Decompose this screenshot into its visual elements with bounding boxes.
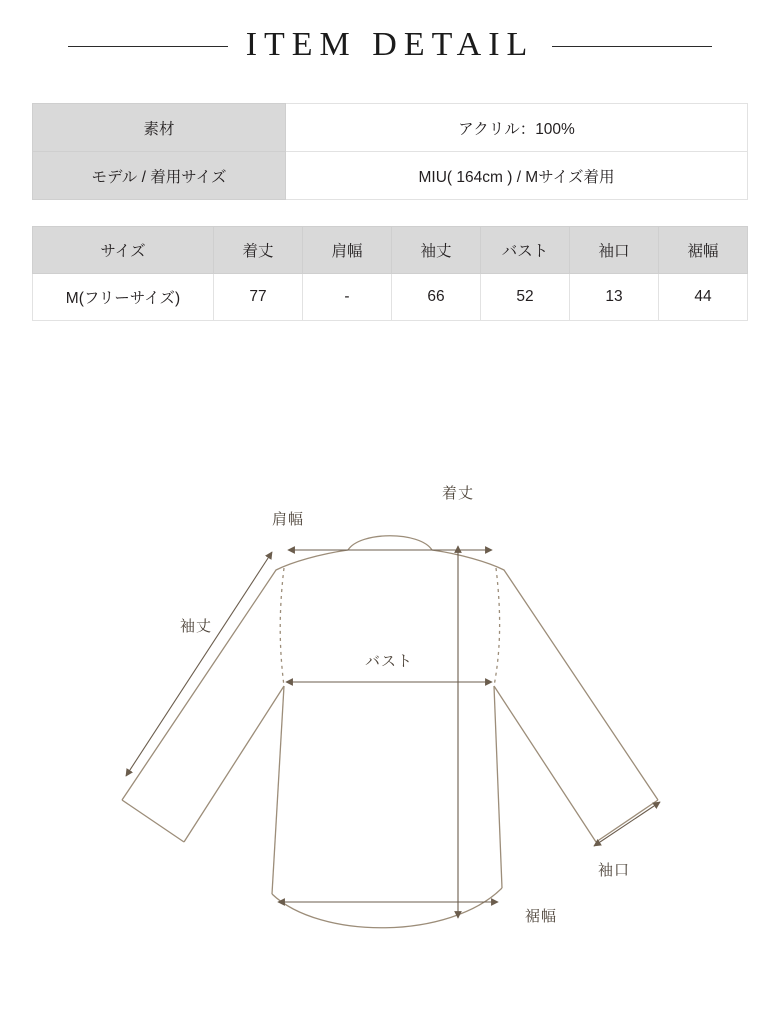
- page-title: ITEM DETAIL: [245, 26, 535, 63]
- header-rule-left: [68, 46, 228, 47]
- size-cell-name: M(フリーサイズ): [33, 274, 214, 321]
- label-cuff: 袖口: [597, 862, 631, 879]
- label-sleeve: 袖丈: [179, 618, 213, 635]
- spec-value-material: アクリル：100%: [286, 104, 748, 152]
- size-header-length: 着丈: [214, 227, 303, 274]
- spec-table: [32, 103, 748, 200]
- garment-outline: [122, 536, 658, 928]
- spec-label-model: モデル / 着用サイズ: [33, 152, 286, 200]
- size-header-hem: 裾幅: [659, 227, 748, 274]
- table-row: [33, 274, 748, 321]
- page-header: [0, 28, 780, 65]
- size-header-size: サイズ: [33, 227, 214, 274]
- size-cell-cuff: 13: [570, 274, 659, 321]
- label-shoulder: 肩幅: [271, 511, 305, 528]
- arrow-cuff: [594, 802, 660, 846]
- header-rule-right: [552, 46, 712, 47]
- size-table: [32, 226, 748, 321]
- size-diagram: [0, 428, 780, 1018]
- table-row: [33, 104, 748, 152]
- size-header-sleeve: 袖丈: [392, 227, 481, 274]
- label-hem: 裾幅: [524, 908, 558, 925]
- table-row: [33, 152, 748, 200]
- spec-label-material: 素材: [33, 104, 286, 152]
- size-header-cuff: 袖口: [570, 227, 659, 274]
- label-length: 着丈: [441, 485, 475, 502]
- size-cell-hem: 44: [659, 274, 748, 321]
- size-cell-shoulder: -: [303, 274, 392, 321]
- label-bust: バスト: [364, 653, 414, 670]
- size-header-bust: バスト: [481, 227, 570, 274]
- table-header-row: [33, 227, 748, 274]
- arrow-sleeve: [126, 552, 272, 776]
- size-cell-bust: 52: [481, 274, 570, 321]
- measurement-arrows: [126, 546, 660, 918]
- size-cell-sleeve: 66: [392, 274, 481, 321]
- spec-value-model: MIU( 164cm ) / Mサイズ着用: [286, 152, 748, 200]
- spec-table-wrapper: [0, 103, 780, 321]
- size-cell-length: 77: [214, 274, 303, 321]
- size-header-shoulder: 肩幅: [303, 227, 392, 274]
